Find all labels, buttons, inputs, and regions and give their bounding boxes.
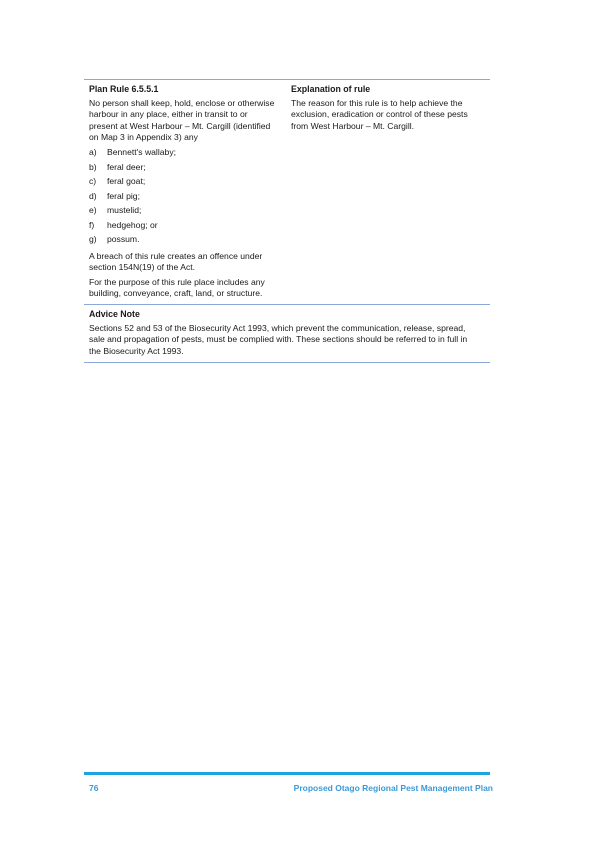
list-item-text: feral goat; [107, 176, 146, 186]
plan-rule-heading: Plan Rule 6.5.5.1 [89, 84, 159, 94]
list-item-text: possum. [107, 234, 140, 244]
explanation-text-line: The reason for this rule is to help achieve the [291, 98, 463, 109]
purpose-text [89, 277, 265, 299]
list-item-text: mustelid; [107, 205, 142, 215]
explanation-text [291, 98, 486, 132]
list-item-label: a) [89, 147, 97, 157]
pest-list [89, 147, 279, 247]
advice-note-line: the Biosecurity Act 1993. [89, 345, 184, 356]
explanation-text-line: from West Harbour – Mt. Cargill. [291, 120, 415, 131]
list-item-text: feral pig; [107, 190, 140, 201]
explanation-column [291, 84, 486, 132]
explanation-text-line: exclusion, eradication or control of these pests [291, 109, 468, 120]
plan-rule-column [89, 84, 284, 143]
list-item-label: e) [89, 205, 97, 215]
breach-text [89, 251, 262, 273]
breach-text-line: section 154N(19) of the Act. [89, 262, 196, 273]
advice-note-heading: Advice Note [89, 309, 140, 319]
list-item-label: d) [89, 190, 97, 201]
list-item-text: Bennett's wallaby; [107, 147, 176, 157]
list-item-label: f) [89, 219, 95, 230]
table-top-border [84, 79, 490, 80]
rule-text-line: on Map 3 in Appendix 3) any [89, 131, 198, 142]
rule-text-line: harbour in any place, either in transit to or [89, 109, 248, 120]
advice-note-text [89, 323, 489, 357]
advice-note-line: Sections 52 and 53 of the Biosecurity Act 1993, which prevent the communication, release, spread, [89, 323, 466, 334]
list-item-label: g) [89, 234, 97, 244]
breach-text-line: A breach of this rule creates an offence under [89, 251, 263, 261]
purpose-text-line: building, conveyance, craft, land, or structure. [89, 288, 263, 299]
advice-note [89, 309, 489, 357]
list-item-label: c) [89, 176, 97, 186]
list-item-text: hedgehog; or [107, 219, 158, 230]
explanation-heading: Explanation of rule [291, 84, 371, 94]
footer-bar [84, 772, 490, 775]
rule-text [89, 98, 284, 143]
table-bottom-border [84, 362, 490, 363]
table-divider [84, 304, 490, 305]
rule-text-line: present at West Harbour – Mt. Cargill (identified [89, 120, 271, 131]
advice-note-line: sale and propagation of pests, must be complied with. These sections should be referred to in full in [89, 334, 468, 345]
list-item-text: feral deer; [107, 161, 146, 172]
rule-text-line: No person shall keep, hold, enclose or otherwise [89, 98, 275, 109]
document-title: Proposed Otago Regional Pest Management Plan [293, 783, 493, 793]
page-number: 76 [89, 783, 99, 793]
list-item-label: b) [89, 161, 97, 172]
purpose-text-line: For the purpose of this rule place includes any [89, 277, 265, 287]
